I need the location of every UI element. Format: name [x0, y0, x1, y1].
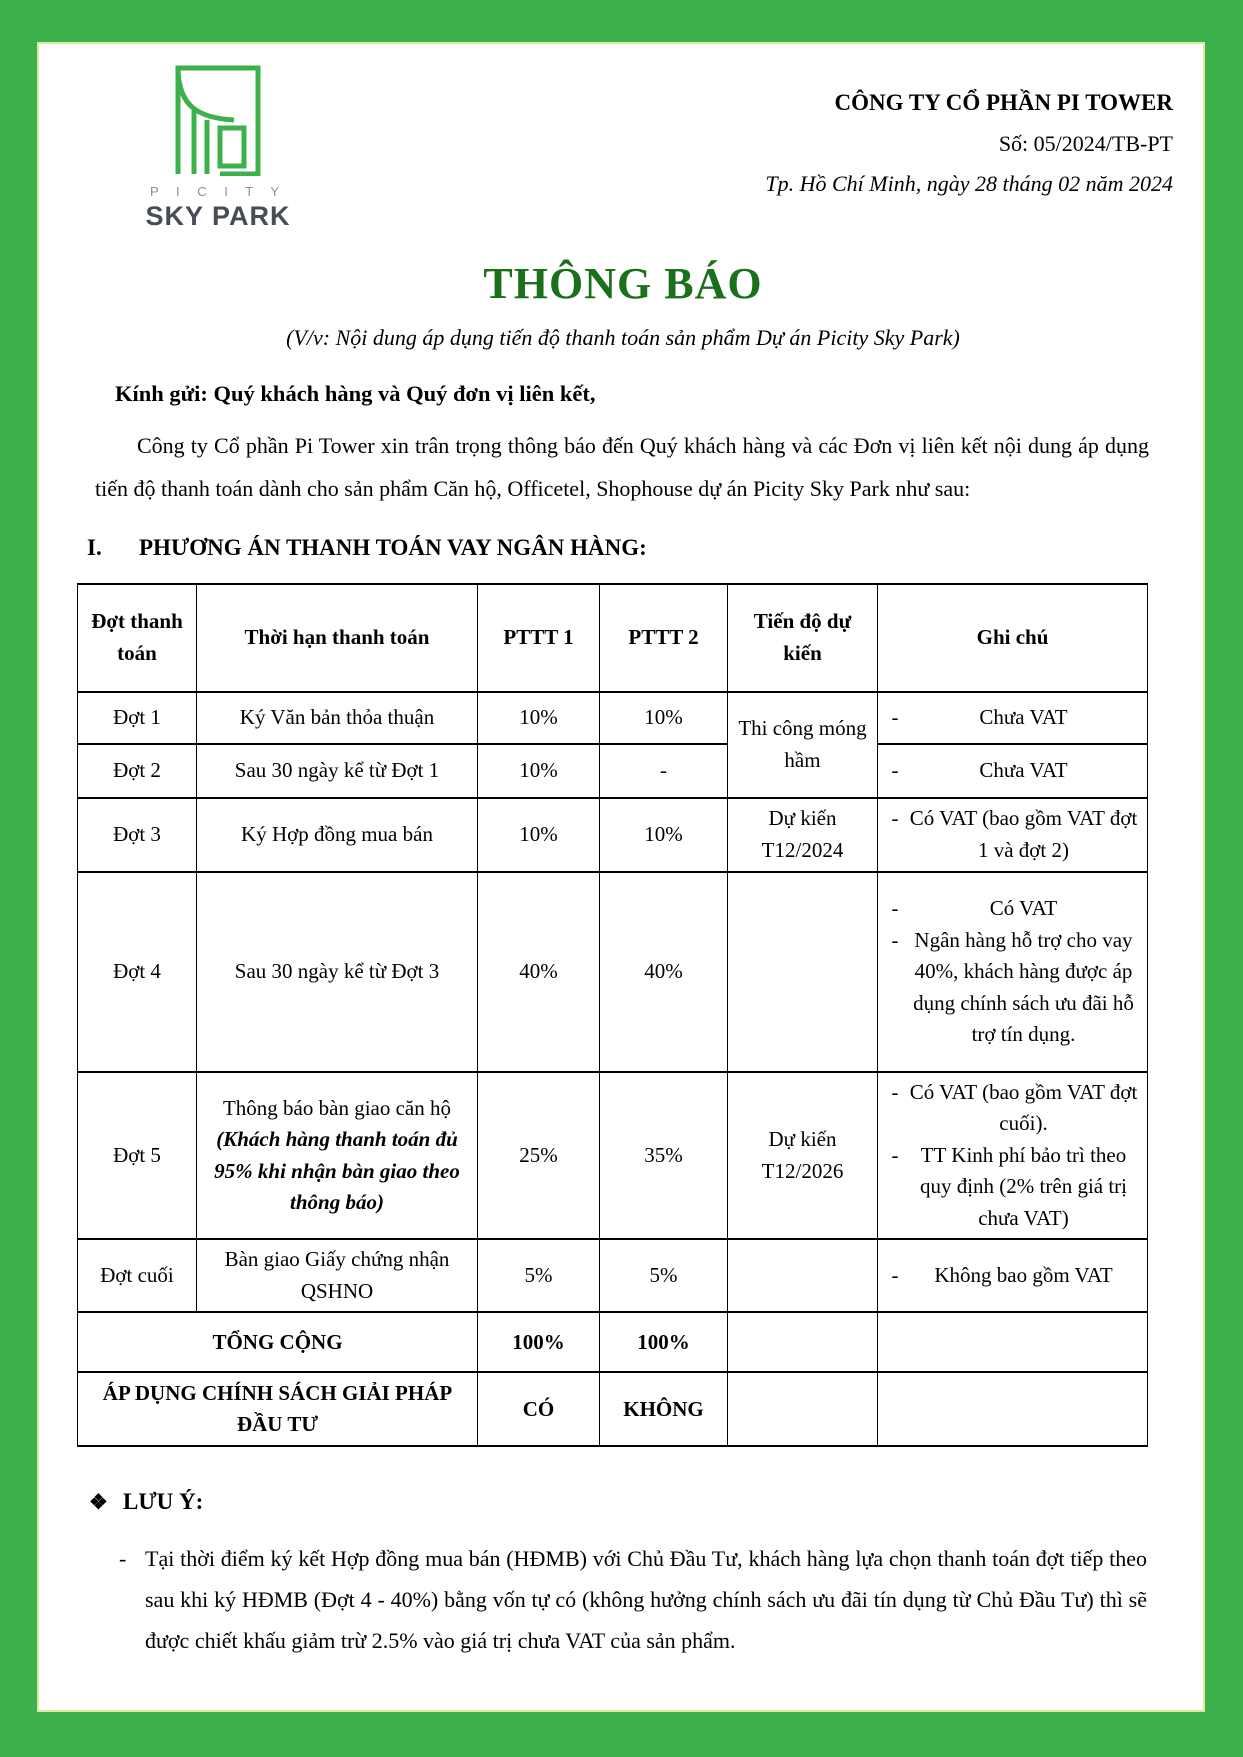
notes-heading — [89, 1489, 1173, 1515]
notes-cell: - Chưa VAT — [878, 744, 1148, 798]
picity-logo — [133, 64, 303, 232]
dash: - — [891, 1263, 899, 1288]
table-row — [78, 692, 1148, 744]
dash: - — [891, 896, 899, 921]
note-item — [119, 1539, 1147, 1661]
dash: - — [891, 806, 899, 831]
intro-paragraph: Công ty Cổ phần Pi Tower xin trân trọng thông báo đến Quý khách hàng và các Đơn vị liên kết nội dung áp dụng tiến độ thanh toán dành cho sản phẩm Căn hộ, Officetel, Shophouse dự án Picity Sky Park như sau: — [95, 433, 1149, 501]
letterhead-block — [765, 84, 1173, 203]
table-header-row — [78, 584, 1148, 692]
section-1-title: PHƯƠNG ÁN THANH TOÁN VAY NGÂN HÀNG: — [139, 534, 647, 560]
col-header-stage: Đợt thanh toán — [78, 584, 197, 692]
pttt1-cell: 25% — [478, 1072, 600, 1240]
term-emphasis: (Khách hàng thanh toán đủ 95% khi nhận bàn giao theo thông báo) — [214, 1127, 460, 1215]
total-label: TỔNG CỘNG — [78, 1312, 478, 1372]
document-number: Số: 05/2024/TB-PT — [998, 130, 1173, 156]
logo-brand-sky-park: SKY PARK — [145, 201, 291, 231]
policy-notes-empty — [878, 1372, 1148, 1446]
pttt1-cell: 10% — [478, 692, 600, 744]
policy-row — [78, 1372, 1148, 1446]
pttt1-cell: 40% — [478, 872, 600, 1072]
total-notes-empty — [878, 1312, 1148, 1372]
col-header-pttt2: PTTT 2 — [600, 584, 728, 692]
diamond-bullet-icon: ❖ — [89, 1490, 108, 1515]
document-header — [73, 58, 1173, 232]
pttt1-cell: 10% — [478, 744, 600, 798]
section-1-heading — [87, 535, 1173, 561]
policy-pttt1: CÓ — [478, 1372, 600, 1446]
table-row — [78, 872, 1148, 1072]
salutation: Kính gửi: Quý khách hàng và Quý đơn vị liên kết, — [115, 381, 596, 406]
company-name: CÔNG TY CỔ PHẦN PI TOWER — [834, 90, 1173, 115]
dash: - — [891, 927, 899, 952]
table-row — [78, 744, 1148, 798]
logo-brand-picity: P I C I T Y — [149, 184, 286, 199]
place-and-date: Tp. Hồ Chí Minh, ngày 28 tháng 02 năm 2024 — [765, 171, 1173, 197]
stage-cell: Đợt 2 — [78, 744, 197, 798]
document-sheet — [37, 42, 1205, 1712]
term-cell: Sau 30 ngày kể từ Đợt 3 — [197, 872, 478, 1072]
table-row — [78, 1239, 1148, 1312]
policy-pttt2: KHÔNG — [600, 1372, 728, 1446]
term-cell: Ký Văn bản thỏa thuận — [197, 692, 478, 744]
stage-cell: Đợt 4 — [78, 872, 197, 1072]
pttt2-cell: - — [600, 744, 728, 798]
total-pttt1: 100% — [478, 1312, 600, 1372]
progress-cell: Thi công móng hầm — [728, 692, 878, 798]
progress-cell: Dự kiến T12/2026 — [728, 1072, 878, 1240]
dash: - — [891, 1079, 899, 1104]
payment-schedule-table — [77, 583, 1148, 1448]
pttt2-cell: 10% — [600, 692, 728, 744]
stage-cell: Đợt cuối — [78, 1239, 197, 1312]
document-title: THÔNG BÁO — [483, 259, 763, 308]
stage-cell: Đợt 3 — [78, 798, 197, 872]
term-cell: Ký Hợp đồng mua bán — [197, 798, 478, 872]
col-header-progress: Tiến độ dự kiến — [728, 584, 878, 692]
total-pttt2: 100% — [600, 1312, 728, 1372]
dash: - — [119, 1546, 127, 1572]
policy-label: ÁP DỤNG CHÍNH SÁCH GIẢI PHÁP ĐẦU TƯ — [78, 1372, 478, 1446]
dash: - — [891, 1142, 899, 1167]
building-logo-icon — [174, 64, 262, 176]
table-row — [78, 798, 1148, 872]
section-1-numeral: I. — [87, 534, 102, 560]
progress-cell: Dự kiến T12/2024 — [728, 798, 878, 872]
table-row — [78, 1072, 1148, 1240]
pttt1-cell: 10% — [478, 798, 600, 872]
pttt2-cell: 35% — [600, 1072, 728, 1240]
dash: - — [891, 705, 899, 730]
notes-cell: - Có VAT - Ngân hàng hỗ trợ cho vay 40%, khách hàng được áp dụng chính sách ưu đãi hỗ trợ tín dụng. — [878, 872, 1148, 1072]
col-header-pttt1: PTTT 1 — [478, 584, 600, 692]
term-cell: Sau 30 ngày kể từ Đợt 1 — [197, 744, 478, 798]
term-cell: Bàn giao Giấy chứng nhận QSHNO — [197, 1239, 478, 1312]
notes-cell: - Không bao gồm VAT — [878, 1239, 1148, 1312]
note-text: Tại thời điểm ký kết Hợp đồng mua bán (HĐMB) với Chủ Đầu Tư, khách hàng lựa chọn thanh toán đợt tiếp theo sau khi ký HĐMB (Đợt 4 - 40%) bằng vốn tự có (không hưởng chính sách ưu đãi tín dụng từ Chủ Đầu Tư) thì sẽ được chiết khấu giảm trừ 2.5% vào giá trị chưa VAT của sản phẩm. — [145, 1546, 1147, 1653]
pttt1-cell: 5% — [478, 1239, 600, 1312]
total-progress-empty — [728, 1312, 878, 1372]
progress-cell-empty — [728, 872, 878, 1072]
stage-cell: Đợt 5 — [78, 1072, 197, 1240]
term-cell: Thông báo bàn giao căn hộ (Khách hàng thanh toán đủ 95% khi nhận bàn giao theo thông báo) — [197, 1072, 478, 1240]
document-subtitle: (V/v: Nội dung áp dụng tiến độ thanh toán sản phẩm Dự án Picity Sky Park) — [286, 325, 960, 350]
pttt2-cell: 5% — [600, 1239, 728, 1312]
stage-cell: Đợt 1 — [78, 692, 197, 744]
col-header-notes: Ghi chú — [878, 584, 1148, 692]
progress-cell-empty — [728, 1239, 878, 1312]
pttt2-cell: 10% — [600, 798, 728, 872]
total-row — [78, 1312, 1148, 1372]
notes-cell: - Chưa VAT — [878, 692, 1148, 744]
col-header-term: Thời hạn thanh toán — [197, 584, 478, 692]
notes-heading-label: LƯU Ý: — [123, 1489, 204, 1515]
dash: - — [891, 758, 899, 783]
notes-cell: - Có VAT (bao gồm VAT đợt 1 và đợt 2) — [878, 798, 1148, 872]
notes-cell: - Có VAT (bao gồm VAT đợt cuối). - TT Kinh phí bảo trì theo quy định (2% trên giá trị chưa VAT) — [878, 1072, 1148, 1240]
pttt2-cell: 40% — [600, 872, 728, 1072]
policy-progress-empty — [728, 1372, 878, 1446]
